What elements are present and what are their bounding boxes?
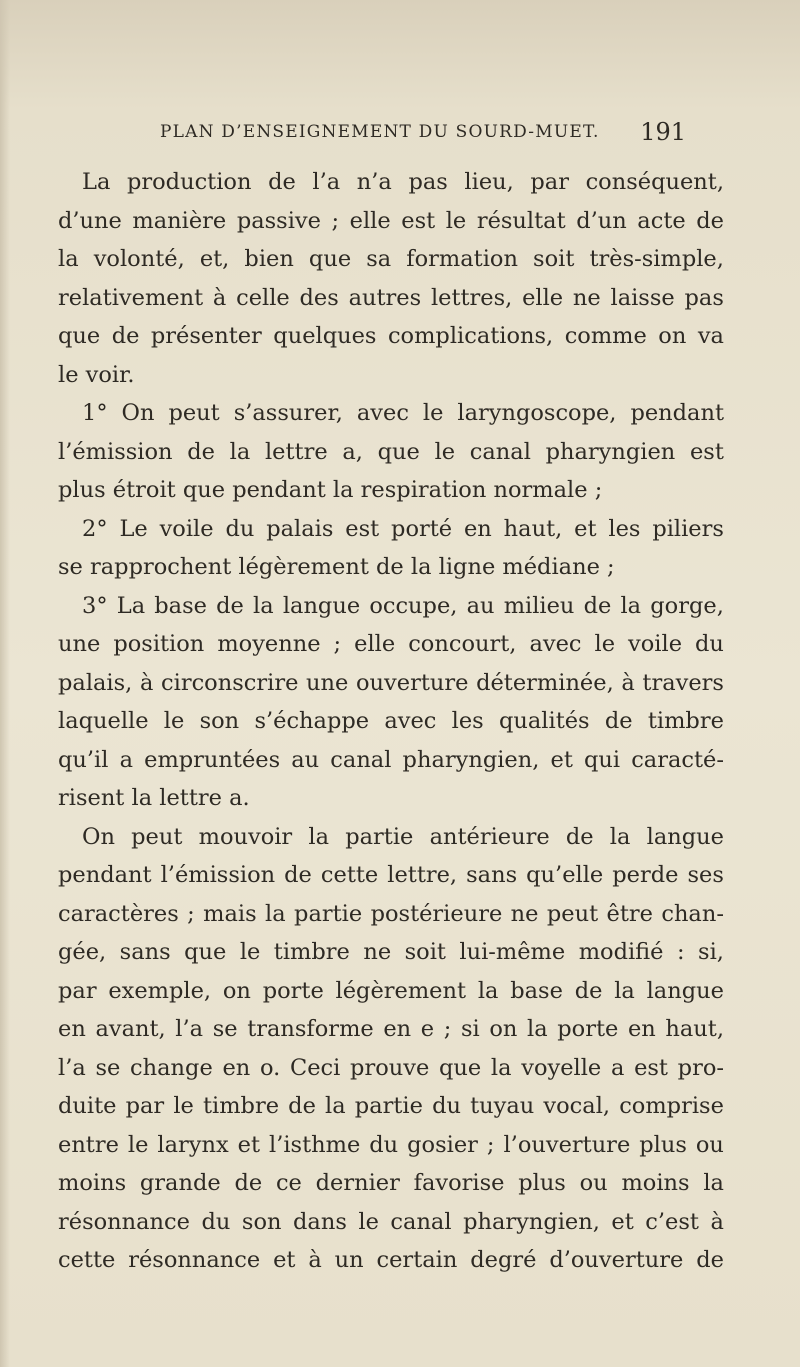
word: s’échappe: [254, 708, 370, 734]
word: pendant: [630, 400, 724, 426]
word: les: [451, 708, 484, 734]
word: se: [212, 1016, 238, 1042]
word: l’émission: [160, 862, 276, 888]
word: est: [345, 515, 380, 542]
word: canal: [330, 746, 392, 773]
word: favorise: [413, 1170, 505, 1196]
word: haut,: [665, 1016, 724, 1042]
word: soit: [533, 246, 575, 272]
word: de: [696, 207, 724, 234]
word: autres: [348, 284, 422, 311]
word: déterminée,: [476, 669, 614, 696]
text-line: [58, 741, 724, 780]
word: voile: [159, 515, 214, 542]
word: canal: [390, 1208, 452, 1235]
word: passive: [236, 207, 321, 234]
running-head: PLAN D’ENSEIGNEMENT DU SOURD-MUET.: [160, 122, 600, 142]
word: le: [163, 708, 185, 734]
word: ou: [579, 1170, 608, 1196]
word: comme: [564, 323, 647, 349]
word: a,: [342, 438, 363, 465]
word: de: [268, 169, 296, 195]
word: caractères: [58, 900, 179, 927]
word: position: [113, 631, 205, 657]
word: un: [334, 1247, 364, 1273]
text-line: [58, 240, 724, 279]
word: peut: [168, 400, 220, 426]
word: relativement: [58, 284, 204, 311]
word: haut,: [503, 515, 563, 542]
page-header: [160, 118, 700, 148]
word: de: [111, 323, 140, 349]
word: gosier: [407, 1131, 478, 1158]
word: qualités: [499, 708, 590, 734]
word: la: [490, 1054, 512, 1081]
word: que: [184, 939, 227, 965]
word: porte: [557, 1016, 619, 1042]
word: l’a: [312, 169, 341, 195]
text-line: [58, 856, 724, 895]
text-line: [58, 1087, 724, 1126]
word: résonnance: [128, 1247, 261, 1273]
word: qu’il: [58, 746, 109, 773]
word: est: [634, 1054, 668, 1081]
word: lettre: [264, 438, 328, 465]
word: a: [119, 746, 133, 773]
word: prouve: [350, 1054, 430, 1081]
word: par: [530, 169, 569, 195]
word: a: [610, 1054, 625, 1081]
word: ne: [510, 900, 539, 927]
word: du: [432, 1093, 461, 1119]
word: et: [550, 746, 573, 773]
word: quelques: [273, 323, 377, 349]
word: elle: [354, 631, 396, 657]
word: entre: [58, 1131, 119, 1158]
word: travers: [642, 669, 724, 696]
word: pharyngien,: [463, 1208, 600, 1235]
word: de: [288, 1093, 316, 1119]
word: la: [609, 823, 631, 850]
word: avec: [529, 631, 582, 657]
word: ;: [187, 900, 195, 927]
word: soit: [404, 939, 446, 965]
word: de: [565, 823, 594, 850]
page-number: 191: [640, 118, 686, 146]
word: lettre,: [387, 862, 458, 888]
word: lettres,: [430, 284, 513, 311]
word: sa: [366, 246, 392, 272]
text-line: [58, 433, 724, 472]
word: se: [95, 1054, 121, 1081]
word: moins: [621, 1170, 690, 1196]
text-line: [58, 702, 724, 741]
word: par: [58, 977, 97, 1004]
word: qu’elle: [526, 862, 604, 888]
text-line: [58, 1241, 724, 1280]
word: l’a: [58, 1054, 86, 1081]
word: avec: [384, 708, 437, 734]
word: la: [620, 592, 642, 619]
word: n’a: [356, 169, 392, 195]
word: porté: [391, 515, 453, 542]
word: dans: [293, 1208, 347, 1235]
word: le: [358, 1208, 379, 1235]
word: peut: [131, 823, 183, 850]
word: ses: [687, 862, 724, 888]
word: le: [445, 207, 467, 234]
word: laquelle: [58, 708, 149, 734]
word: dernier: [315, 1170, 400, 1196]
word: on: [658, 323, 687, 349]
word: en: [222, 1054, 251, 1081]
word: timbre: [647, 708, 724, 734]
word: en: [383, 1016, 412, 1042]
word: l’isthme: [269, 1131, 361, 1158]
word: pharyngien: [545, 438, 676, 465]
word: l’a: [175, 1016, 204, 1042]
word: et: [273, 1247, 296, 1273]
word: vocal,: [543, 1093, 611, 1119]
word: Ceci: [290, 1054, 341, 1081]
word: cette: [58, 1247, 116, 1273]
word: cette: [320, 862, 379, 888]
word: circonscrire: [161, 669, 299, 696]
word: être: [606, 900, 653, 927]
word: est: [401, 207, 436, 234]
word: c’est: [645, 1208, 699, 1235]
word: très-simple,: [589, 246, 724, 272]
word: l’ouverture: [503, 1131, 631, 1158]
word: grande: [139, 1170, 221, 1196]
word: 1°: [82, 400, 108, 426]
text-line: [58, 317, 724, 356]
word: la: [527, 1016, 548, 1042]
word: piliers: [652, 515, 724, 542]
word: le: [127, 1131, 149, 1158]
word: ;: [443, 1016, 452, 1042]
word: transforme: [247, 1016, 374, 1042]
word: si: [460, 1016, 480, 1042]
word: présenter: [150, 323, 262, 349]
word: partie: [345, 823, 414, 850]
word: la: [325, 1093, 346, 1119]
word: timbre: [202, 1093, 280, 1119]
word: palais,: [58, 669, 133, 696]
text-line: [58, 933, 724, 972]
word: à: [139, 669, 154, 696]
word: change: [130, 1054, 213, 1081]
word: et: [237, 1131, 261, 1158]
word: s’assurer,: [233, 400, 343, 426]
text-line: se rapprochent légèrement de la ligne médiane ;: [58, 554, 615, 580]
word: la: [703, 1170, 724, 1196]
word: ou: [695, 1131, 724, 1158]
word: légèrement: [335, 977, 467, 1004]
word: voyelle: [521, 1054, 602, 1081]
word: on: [222, 977, 251, 1004]
word: On: [82, 823, 115, 850]
word: son: [241, 1208, 282, 1235]
text-line: [58, 1010, 724, 1049]
word: d’ouverture: [549, 1247, 684, 1273]
word: qui: [583, 746, 621, 773]
word: ne: [363, 939, 392, 965]
word: partie: [354, 1093, 423, 1119]
word: gorge,: [650, 592, 724, 619]
word: timbre: [273, 939, 350, 965]
word: la: [477, 977, 499, 1004]
word: l’émission: [58, 438, 173, 465]
word: bien: [244, 246, 294, 272]
word: occupe,: [369, 592, 458, 619]
text-line: [58, 1049, 724, 1088]
word: et: [611, 1208, 634, 1235]
word: ;: [333, 631, 342, 657]
word: ne: [572, 284, 601, 311]
text-line: [58, 818, 724, 857]
word: concourt,: [408, 631, 517, 657]
text-line: [58, 664, 724, 703]
word: conséquent,: [585, 169, 724, 195]
word: porte: [262, 977, 324, 1004]
word: par: [125, 1093, 165, 1119]
word: palais: [266, 515, 334, 542]
word: que: [438, 1054, 482, 1081]
word: ce: [275, 1170, 302, 1196]
word: moyenne: [217, 631, 321, 657]
word: peut: [546, 900, 599, 927]
text-line: [58, 163, 724, 202]
word: duite: [58, 1093, 117, 1119]
word: du: [369, 1131, 399, 1158]
word: résonnance: [58, 1208, 190, 1235]
word: de: [234, 1170, 263, 1196]
word: langue: [646, 823, 724, 850]
word: perde: [612, 862, 679, 888]
word: La: [116, 592, 146, 619]
word: de: [187, 438, 215, 465]
text-line: [58, 279, 724, 318]
word: pas: [408, 169, 448, 195]
word: 2°: [82, 515, 108, 542]
word: du: [225, 515, 255, 542]
word: pas: [684, 284, 724, 311]
word: du: [695, 631, 724, 657]
word: ;: [331, 207, 340, 234]
word: laisse: [610, 284, 675, 311]
word: le: [434, 438, 456, 465]
word: milieu: [503, 592, 575, 619]
word: la: [614, 977, 635, 1004]
word: langue: [646, 977, 724, 1004]
text-line: [58, 587, 724, 626]
word: va: [697, 323, 724, 349]
word: à: [212, 284, 227, 311]
word: des: [299, 284, 339, 311]
word: base: [510, 977, 563, 1004]
word: laryngoscope,: [457, 400, 617, 426]
word: de: [574, 977, 603, 1004]
word: la: [308, 823, 330, 850]
word: postérieure: [370, 900, 503, 927]
word: production: [126, 169, 252, 195]
word: une: [306, 669, 349, 696]
word: elle: [522, 284, 564, 311]
text-line: [58, 394, 724, 433]
word: lieu,: [464, 169, 514, 195]
word: pro-: [677, 1054, 724, 1081]
word: base: [154, 592, 207, 619]
text-line: le voir.: [58, 361, 135, 388]
word: comprise: [619, 1093, 724, 1119]
word: en: [627, 1016, 656, 1042]
word: modifié: [578, 939, 664, 965]
word: au: [291, 746, 320, 773]
text-line: [58, 972, 724, 1011]
word: pendant: [58, 862, 152, 888]
word: à: [710, 1208, 724, 1235]
word: On: [121, 400, 155, 426]
word: et,: [199, 246, 230, 272]
word: formation: [406, 246, 518, 272]
word: ;: [486, 1131, 495, 1158]
word: partie: [294, 900, 363, 927]
word: gée,: [58, 939, 107, 965]
word: plus: [639, 1131, 687, 1158]
word: si,: [698, 939, 724, 965]
word: la: [229, 438, 251, 465]
word: complications,: [387, 323, 554, 349]
word: d’un: [576, 207, 627, 234]
text-line: [58, 1164, 724, 1203]
word: de: [216, 592, 244, 619]
word: que: [58, 323, 101, 349]
word: la: [58, 246, 79, 272]
word: que: [308, 246, 352, 272]
word: antérieure: [429, 823, 550, 850]
word: résultat: [476, 207, 566, 234]
word: caracté-: [631, 746, 724, 773]
word: plus: [518, 1170, 566, 1196]
word: mais: [203, 900, 257, 927]
word: acte: [637, 207, 686, 234]
word: pharyngien,: [402, 746, 540, 773]
word: tuyau: [470, 1093, 535, 1119]
word: le: [173, 1093, 194, 1119]
word: La: [82, 169, 111, 195]
word: sans: [119, 939, 171, 965]
word: Le: [119, 515, 148, 542]
word: en: [58, 1016, 86, 1042]
word: de: [583, 592, 612, 619]
body-text: [58, 163, 724, 1280]
word: avant,: [95, 1016, 166, 1042]
word: moins: [58, 1170, 127, 1196]
word: la: [265, 900, 286, 927]
word: sans: [466, 862, 518, 888]
text-line: [58, 625, 724, 664]
word: et: [574, 515, 597, 542]
word: ouverture: [356, 669, 469, 696]
word: de: [604, 708, 633, 734]
word: le: [422, 400, 444, 426]
word: de: [696, 1247, 724, 1273]
word: son: [199, 708, 240, 734]
word: larynx: [157, 1131, 229, 1158]
word: que: [377, 438, 420, 465]
word: le: [239, 939, 261, 965]
word: certain: [376, 1247, 458, 1273]
word: à: [621, 669, 635, 696]
text-line: [58, 895, 724, 934]
word: volonté,: [93, 246, 185, 272]
word: d’une: [58, 207, 122, 234]
word: en: [463, 515, 492, 542]
word: du: [201, 1208, 231, 1235]
word: à: [308, 1247, 322, 1273]
word: une: [58, 631, 101, 657]
word: mouvoir: [198, 823, 293, 850]
word: on: [489, 1016, 518, 1042]
word: canal: [469, 438, 531, 465]
word: avec: [356, 400, 409, 426]
text-line: [58, 202, 724, 241]
word: voile: [628, 631, 683, 657]
word: est: [689, 438, 724, 465]
page-edge-shadow: [0, 0, 10, 1367]
text-line: [58, 1203, 724, 1242]
word: lui-même: [459, 939, 566, 965]
word: le: [594, 631, 616, 657]
word: o.: [259, 1054, 281, 1081]
text-line: [58, 510, 724, 549]
text-line: plus étroit que pendant la respiration normale ;: [58, 477, 603, 503]
text-line: [58, 1126, 724, 1165]
word: 3°: [82, 592, 108, 619]
word: au: [466, 592, 495, 619]
text-line: risent la lettre a.: [58, 785, 250, 811]
word: manière: [132, 207, 227, 234]
word: exemple,: [108, 977, 212, 1004]
word: elle: [349, 207, 391, 234]
word: empruntées: [144, 746, 281, 773]
word: les: [608, 515, 641, 542]
word: e: [420, 1016, 435, 1042]
word: :: [676, 939, 685, 965]
word: la: [253, 592, 274, 619]
word: celle: [236, 284, 290, 311]
word: chan-: [661, 900, 724, 927]
word: langue: [282, 592, 361, 619]
word: de: [284, 862, 312, 888]
word: degré: [470, 1247, 537, 1273]
